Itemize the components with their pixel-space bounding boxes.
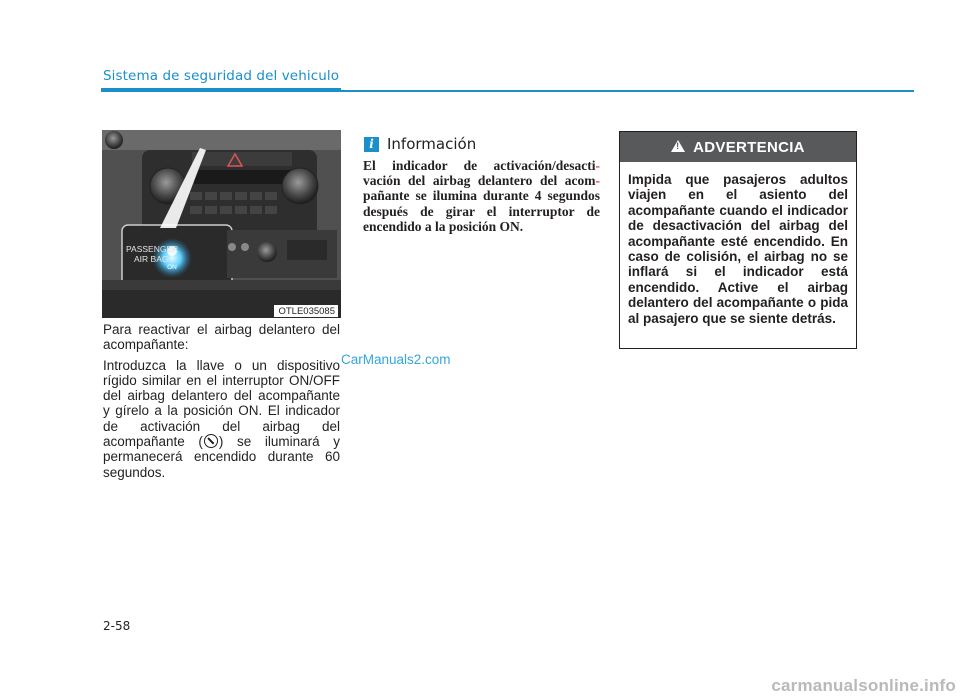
paragraph-instructions-part2: ) se iluminará y permanecerá encendido durante 60 segundos.: [103, 434, 341, 480]
dashboard-illustration: [102, 130, 341, 318]
info-icon: i: [364, 137, 379, 152]
info-line1: El indicador de activación/desacti: [363, 158, 596, 173]
info-line2: vación del airbag delantero del acom: [363, 173, 596, 189]
page-number: 2-58: [103, 619, 131, 633]
passenger-label: PASSENGER: [126, 244, 179, 254]
info-rest: pañante se ilumina durante 4 segundos después de girar el interruptor de encendido a la posición ON.: [363, 188, 600, 234]
warning-header: [620, 132, 856, 162]
header-rule-thin: [341, 90, 914, 92]
paragraph-instructions: [103, 358, 340, 480]
figure-code: OTLE035085: [274, 305, 338, 317]
paragraph-instructions-part1: Introduzca la llave o un dispositivo rígido similar en el interruptor ON/OFF del airbag delantero del acompañante y gírelo a la posición ON. El indicador de activación del airbag del acompañante (: [103, 357, 340, 450]
header-rule-thick: [101, 88, 341, 92]
info-heading: [364, 135, 476, 153]
airbag-label: AIR BAG: [134, 254, 169, 264]
warning-title: ADVERTENCIA: [693, 138, 805, 156]
paragraph-intro: Para reactivar el airbag delantero del acompañante:: [103, 322, 340, 353]
warning-box: [619, 131, 857, 349]
dashboard-photo: [102, 130, 341, 318]
indicator-on-text: ON: [167, 264, 177, 271]
watermark[interactable]: CarManuals2.com: [341, 352, 451, 367]
body-text-column: [103, 322, 340, 485]
airbag-off-icon: [204, 434, 218, 448]
section-title: Sistema de seguridad del vehiculo: [103, 68, 340, 84]
warning-triangle-icon: [671, 140, 685, 152]
hyphen-mark: -: [595, 173, 600, 189]
info-title: Información: [387, 135, 477, 153]
hyphen-mark: -: [595, 158, 600, 173]
warning-text: Impida que pasajeros adultos viajen en el asiento del acompañante cuando el indicador de desactivación del airbag del acompañante esté encendido. En caso de colisión, el airbag no se inflará si el indicador está encendido. Active el airbag delantero del acompañante o pida al pasajero que se siente detrás.: [628, 172, 848, 326]
info-text: [363, 158, 600, 234]
footer-site-watermark[interactable]: carmanualsonline.info: [771, 676, 956, 695]
